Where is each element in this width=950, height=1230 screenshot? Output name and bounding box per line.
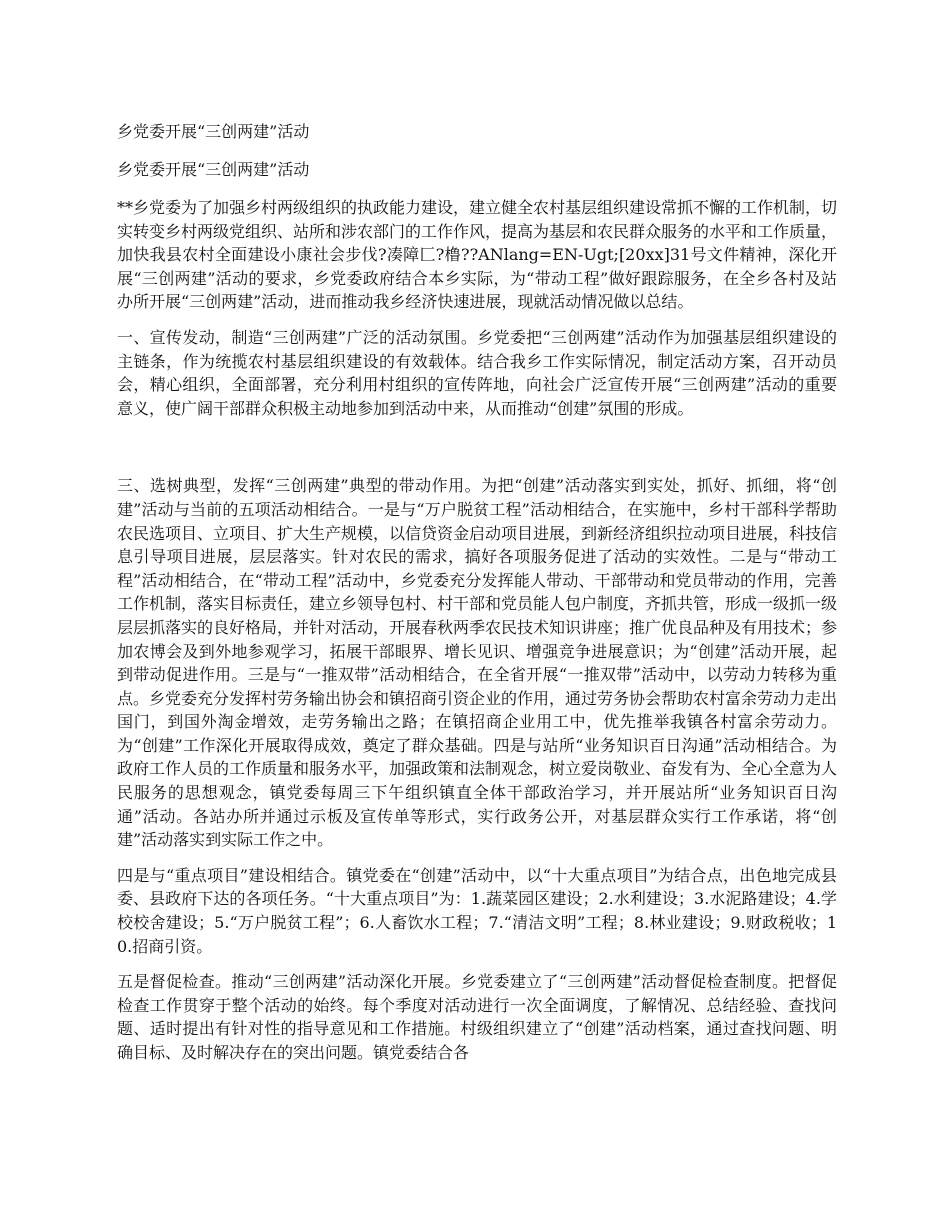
- paragraph-section-3: 三、选树典型，发挥“三创两建”典型的带动作用。为把“创建”活动落实到实处，抓好、抓细，将“创建”活动与当前的五项活动相结合。一是与“万户脱贫工程”活动相结合，在实施中，乡村干部科学帮助农民选项目、立项目、扩大生产规模，以信贷资金启动项目进展，到新经济组织拉动项目进展，科技信息引导项目进展，层层落实。针对农民的需求，搞好各项服务促进了活动的实效性。二是与“带动工程”活动相结合，在“带动工程”活动中，乡党委充分发挥能人带动、干部带动和党员带动的作用，完善工作机制，落实目标责任，建立乡领导包村、村干部和党员能人包户制度，齐抓共管，形成一级抓一级层层抓落实的良好格局，并针对活动，开展春秋两季农民技术知识讲座；推广优良品种及有用技术；参加农博会及到外地参观学习，拓展干部眼界、增长见识、增强竞争进展意识；为“创建”活动开展，起到带动促进作用。三是与“一推双带”活动相结合，在全省开展“一推双带”活动中，以劳动力转移为重点。乡党委充分发挥村劳务输出协会和镇招商引资企业的作用，通过劳务协会帮助农村富余劳动力走出国门，到国外淘金增效，走劳务输出之路；在镇招商企业用工中，优先推举我镇各村富余劳动力。为“创建”工作深化开展取得成效，奠定了群众基础。四是与站所“业务知识百日沟通”活动相结合。为政府工作人员的工作质量和服务水平，加强政策和法制观念，树立爱岗敬业、奋发有为、全心全意为人民服务的思想观念，镇党委每周三下午组织镇直全体干部政治学习，并开展站所“业务知识百日沟通”活动。各站办所并通过示板及宣传单等形式，实行政务公开，对基层群众实行工作承诺，将“创建”活动落实到实际工作之中。: [117, 476, 838, 850]
- document-page: [117, 120, 837, 1077]
- document-title: 乡党委开展“三创两建”活动: [117, 122, 310, 141]
- paragraph-key-projects: 四是与“重点项目”建设相结合。镇党委在“创建”活动中，以“十大重点项目”为结合点，出色地完成县委、县政府下达的各项任务。“十大重点项目”为：1.蔬菜园区建设；2.水利建设；3.水泥路建设；4.学校校舍建设；5.“万户脱贫工程”；6.人畜饮水工程；7.“清洁文明”工程；8.林业建设；9.财政税收；10.招商引资。: [117, 865, 837, 956]
- document-subtitle: 乡党委开展“三创两建”活动: [117, 160, 310, 179]
- paragraph-supervision: 五是督促检查。推动“三创两建”活动深化开展。乡党委建立了“三创两建”活动督促检查制度。把督促检查工作贯穿于整个活动的始终。每个季度对活动进行一次全面调度，了解情况、总结经验、查找问题、适时提出有针对性的指导意见和工作措施。村级组织建立了“创建”活动档案，通过查找问题、明确目标、及时解决存在的突出问题。镇党委结合各: [117, 972, 837, 1062]
- section-gap: [117, 432, 837, 474]
- paragraph-section-1: 一、宣传发动，制造“三创两建”广泛的活动氛围。乡党委把“三创两建”活动作为加强基层组织建设的主链条，作为统揽农村基层组织建设的有效载体。结合我乡工作实际情况，制定活动方案，召开动员会，精心组织，全面部署，充分利用村组织的宣传阵地，向社会广泛宣传开展“三创两建”活动的重要意义，使广阔干部群众积极主动地参加到活动中来，从而推动“创建”氛围的形成。: [117, 327, 837, 418]
- paragraph-intro: **乡党委为了加强乡村两级组织的执政能力建设，建立健全农村基层组织建设常抓不懈的工作机制，切实转变乡村两级党组织、站所和涉农部门的工作作风，提高为基层和农民群众服务的水平和工作质量，加快我县农村全面建设小康社会步伐?凑障匚?橹??ANlang=EN-Ugt;[20xx]31号文件精神，深化开展“三创两建”活动的要求，乡党委政府结合本乡实际，为“带动工程”做好跟踪服务，在全乡各村及站办所开展“三创两建”活动，进而推动我乡经济快速进展，现就活动情况做以总结。: [117, 198, 838, 312]
